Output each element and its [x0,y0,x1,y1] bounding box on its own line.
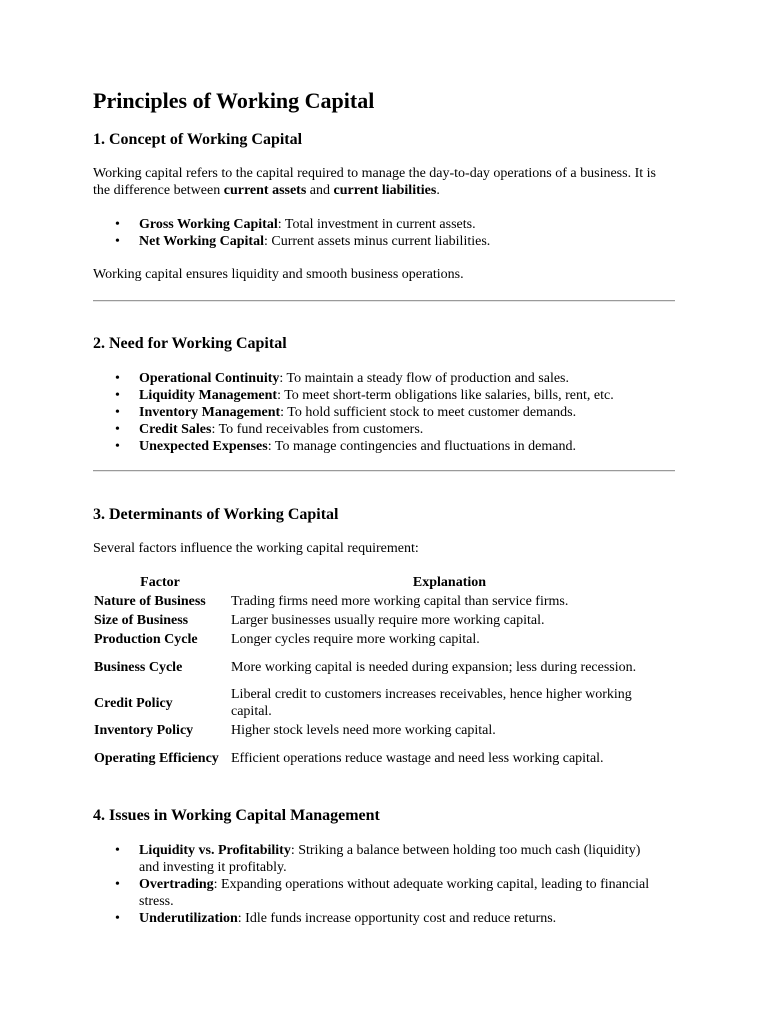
section-heading-concept: 1. Concept of Working Capital [93,131,303,148]
page-title: Principles of Working Capital [93,88,375,113]
table-row [93,685,672,721]
list-item [93,370,678,387]
factor-cell: Credit Policy [94,695,173,711]
factor-cell: Operating Efficiency [94,750,219,766]
table-row [93,740,672,776]
list-item-desc: : To meet short-term obligations like salaries, bills, rent, etc. [277,388,614,403]
table-row [93,649,672,685]
explanation-cell: Liberal credit to customers increases receivables, hence higher working capital. [231,687,632,719]
table-row [93,721,672,740]
list-item-term: Liquidity vs. Profitability [139,843,291,858]
factor-cell: Inventory Policy [94,723,194,738]
list-item-term: Underutilization [139,911,238,926]
list-item-desc: : To fund receivables from customers. [211,422,424,437]
factor-cell: Nature of Business [94,594,206,609]
list-item-term: Operational Continuity [139,371,280,386]
list-item-desc: : To maintain a steady flow of production and sales. [279,371,569,386]
list-item-desc: : Striking a balance between holding too much cash (liquidity) and investing it profitably. [139,843,641,875]
concept-term-current-assets: current assets [223,183,307,198]
concept-intro-text: Working capital refers to the capital required to manage the day-to-day operations of a business. It is the difference between [93,166,656,198]
list-item [93,387,678,404]
list-item-desc: : To manage contingencies and fluctuations in demand. [267,439,576,454]
list-item-term: Net Working Capital [139,234,264,249]
list-item-term: Gross Working Capital [139,217,278,232]
list-item-term: Credit Sales [139,422,212,437]
section-heading-need: 2. Need for Working Capital [93,335,287,352]
explanation-cell: Larger businesses usually require more working capital. [231,613,545,628]
factor-cell: Size of Business [94,613,189,628]
issues-list [93,842,653,927]
concept-intro-period: . [436,183,440,198]
section-divider [93,300,675,302]
section-heading-issues: 4. Issues in Working Capital Management [93,807,380,824]
concept-closing: Working capital ensures liquidity and smooth business operations. [93,267,464,282]
need-list [93,370,678,455]
list-item [93,910,653,927]
list-item [93,233,678,250]
list-item-term: Overtrading [139,877,214,892]
factor-cell: Production Cycle [94,632,198,647]
explanation-cell: Trading firms need more working capital than service firms. [231,594,569,609]
list-item-desc: : Total investment in current assets. [277,217,476,232]
concept-list [93,216,678,250]
list-item [93,404,678,421]
explanation-cell: Efficient operations reduce wastage and need less working capital. [231,750,604,766]
explanation-cell: Longer cycles require more working capital. [231,632,480,647]
list-item [93,438,678,455]
explanation-cell: Higher stock levels need more working capital. [231,723,496,738]
factor-cell: Business Cycle [94,659,183,675]
concept-term-current-liabilities: current liabilities [333,183,437,198]
determinants-table [93,573,672,776]
list-item [93,216,678,233]
table-row [93,611,672,630]
list-item-desc: : Expanding operations without adequate working capital, leading to financial stress. [139,877,650,909]
section-divider [93,470,675,472]
list-item-term: Unexpected Expenses [139,439,268,454]
section-heading-determinants: 3. Determinants of Working Capital [93,506,339,523]
determinants-intro: Several factors influence the working capital requirement: [93,541,419,556]
concept-intro-and: and [306,183,334,198]
concept-intro-paragraph [93,165,673,199]
list-item [93,421,678,438]
explanation-cell: More working capital is needed during expansion; less during recession. [231,659,637,675]
list-item [93,876,653,910]
column-header-factor: Factor [140,575,180,590]
list-item-term: Liquidity Management [139,388,278,403]
column-header-explanation: Explanation [412,575,487,590]
list-item-desc: : Current assets minus current liabilities. [263,234,491,249]
list-item-term: Inventory Management [139,405,281,420]
table-row [93,630,672,649]
list-item [93,842,653,876]
list-item-desc: : To hold sufficient stock to meet customer demands. [280,405,577,420]
list-item-desc: : Idle funds increase opportunity cost and reduce returns. [237,911,557,926]
table-row [93,592,672,611]
